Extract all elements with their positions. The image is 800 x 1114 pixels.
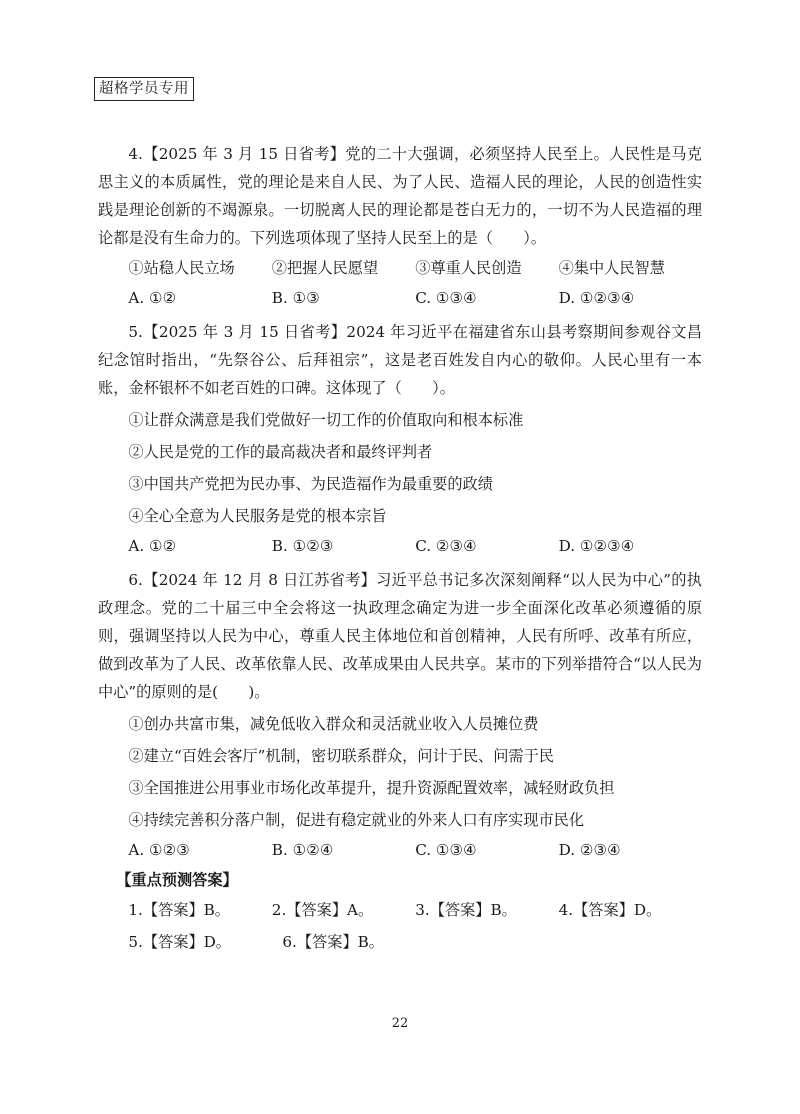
answer-row (98, 926, 702, 958)
answer-item: 4.【答案】D。 (558, 901, 662, 919)
choice-a: A. ①②③ (128, 841, 190, 859)
statement-item: ③全国推进公用事业市场化改革提升，提升资源配置效率，减轻财政负担 (128, 779, 615, 797)
question-stem: 6.【2024 年 12 月 8 日江苏省考】习近平总书记多次深刻阐释“以人民为中心”的执政理念。党的二十届三中全会将这一执政理念确定为进一步全面深化改革必须遵循的原则，强调坚持以人民为中心，尊重人民主体地位和首创精神，人民有所呼、改革有所应，做到改革为了人民、改革依靠人民、改革成果由人民共享。某市的下列举措符合“以人民为中心”的原则的是( )。 (98, 571, 702, 701)
statement-options (98, 254, 702, 282)
answer-row (98, 894, 702, 926)
choice-b: B. ①②③ (271, 537, 334, 555)
question-6 (98, 566, 702, 864)
statement-item: ②把握人民愿望 (271, 259, 379, 277)
statement-item: ②建立“百姓会客厅”机制，密切联系群众，问计于民、问需于民 (128, 747, 554, 765)
question-5 (98, 318, 702, 560)
statement-item: ④全心全意为人民服务是党的根本宗旨 (128, 507, 387, 525)
choice-b: B. ①②④ (271, 841, 334, 859)
statement-item: ②人民是党的工作的最高裁决者和最终评判者 (128, 443, 433, 461)
choice-a: A. ①② (128, 537, 177, 555)
header-tag: 超格学员专用 (94, 77, 194, 101)
statement-item: ①让群众满意是我们党做好一切工作的价值取向和根本标准 (128, 411, 524, 429)
statement-item: ①创办共富市集，减免低收入群众和灵活就业收入人员摊位费 (128, 715, 539, 733)
answer-item: 2.【答案】A。 (271, 901, 374, 919)
answer-choices (98, 284, 702, 312)
choice-b: B. ①③ (271, 289, 320, 307)
choice-d: D. ①②③④ (558, 289, 635, 307)
statement-item: ④持续完善积分落户制，促进有稳定就业的外来人口有序实现市民化 (128, 811, 585, 829)
statement-item: ③中国共产党把为民办事、为民造福作为最重要的政绩 (128, 475, 493, 493)
choice-d: D. ①②③④ (558, 537, 635, 555)
answer-item: 5.【答案】D。 (128, 933, 231, 951)
choice-d: D. ②③④ (558, 841, 621, 859)
choice-c: C. ②③④ (415, 537, 477, 555)
question-stem: 5.【2025 年 3 月 15 日省考】2024 年习近平在福建省东山县考察期间参观谷文昌纪念馆时指出，“先祭谷公、后拜祖宗”，这是老百姓发自内心的敬仰。人民心里有一本账，金杯银杯不如老百姓的口碑。这体现了（ ）。 (98, 323, 702, 397)
choice-c: C. ①③④ (415, 289, 477, 307)
document-body (98, 140, 702, 958)
statement-item: ③尊重人民创造 (415, 259, 522, 277)
answer-item: 1.【答案】B。 (128, 901, 230, 919)
statement-item: ①站稳人民立场 (128, 259, 235, 277)
statement-item: ④集中人民智慧 (558, 259, 665, 277)
choice-c: C. ①③④ (415, 841, 477, 859)
page-number: 22 (391, 1016, 409, 1031)
answer-key (98, 866, 702, 958)
answer-item: 6.【答案】B。 (282, 933, 384, 951)
choice-a: A. ①② (128, 289, 177, 307)
answer-key-title: 【重点预测答案】 (116, 871, 238, 889)
question-4 (98, 140, 702, 312)
answer-choices (98, 532, 702, 560)
answer-item: 3.【答案】B。 (415, 901, 517, 919)
question-stem: 4.【2025 年 3 月 15 日省考】党的二十大强调，必须坚持人民至上。人民性是马克思主义的本质属性，党的理论是来自人民、为了人民、造福人民的理论，人民的创造性实践是理论创新的不竭源泉。一切脱离人民的理论都是苍白无力的，一切不为人民造福的理论都是没有生命力的。下列选项体现了坚持人民至上的是（ ）。 (98, 145, 702, 247)
answer-choices (98, 836, 702, 864)
